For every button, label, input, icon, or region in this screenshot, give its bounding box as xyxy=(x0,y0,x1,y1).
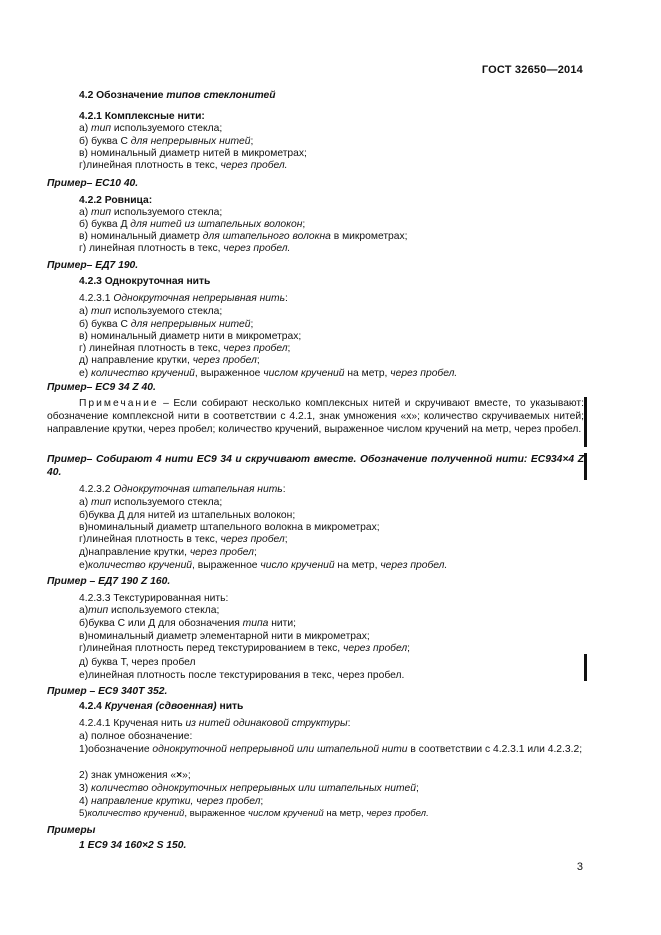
example-4: Пример– Собирают 4 нити ЕС9 34 и скручивают вместе. Обозначение полученной нити: ЕС934×4 Z 40. xyxy=(47,454,584,478)
list-item: г)линейная плотность перед текстурированием в текс, через пробел; xyxy=(79,643,411,654)
list-item: в)номинальный диаметр штапельного волокна в микрометрах; xyxy=(79,522,380,533)
list-item: в) номинальный диаметр нити в микрометрах; xyxy=(79,331,302,342)
list-item: е) количество кручений, выраженное числом кручений на метр, через пробел. xyxy=(79,368,458,379)
change-bar xyxy=(584,397,587,447)
list-item: 2) знак умножения «×»; xyxy=(79,770,191,781)
paragraph: 4.2.3.3 Текстурированная нить: xyxy=(79,593,229,604)
list-item: а)тип используемого стекла; xyxy=(79,605,220,616)
document-code: ГОСТ 32650—2014 xyxy=(481,64,583,76)
paragraph: 4.2.3.2 Однокруточная штапельная нить: xyxy=(79,484,286,495)
list-item: а) тип используемого стекла; xyxy=(79,306,223,317)
list-item: а) полное обозначение: xyxy=(79,731,193,742)
paragraph: 4.2.4.1 Крученая нить из нитей одинаковой структуры: xyxy=(79,718,351,729)
list-item: б)буква Д для нитей из штапельных волокон; xyxy=(79,510,296,521)
list-item: е)количество кручений, выраженное число кручений на метр, через пробел. xyxy=(79,560,448,571)
list-item: 5)количество кручений, выраженное числом кручений на метр, через пробел. xyxy=(79,808,429,819)
list-item: б) буква Д для нитей из штапельных волокон; xyxy=(79,219,306,230)
section-4-2-2-heading: 4.2.2 Ровница: xyxy=(79,195,153,206)
list-item: б)буква С или Д для обозначения типа нити; xyxy=(79,618,297,629)
list-item: д) буква Т, через пробел xyxy=(79,657,196,668)
example-1: Пример– EC10 40. xyxy=(47,178,139,189)
section-4-2-4-heading: 4.2.4 Крученая (сдвоенная) нить xyxy=(79,701,244,712)
list-item: д)направление крутки, через пробел; xyxy=(79,547,257,558)
example-3: Пример– EC9 34 Z 40. xyxy=(47,382,156,393)
list-item: 1)обозначение однокруточной непрерывной или штапельной нити в соответствии с 4.2.3.1 или 4.2.3.2; xyxy=(79,744,583,755)
list-item: г) линейная плотность в текс, через пробел; xyxy=(79,343,291,354)
example-6: Пример – ЕС9 340Т 352. xyxy=(47,686,168,697)
change-bar xyxy=(584,453,587,480)
list-item: б) буква С для непрерывных нитей; xyxy=(79,136,254,147)
example-5: Пример – ЕД7 190 Z 160. xyxy=(47,576,171,587)
paragraph: 4.2.3.1 Однокруточная непрерывная нить: xyxy=(79,293,288,304)
list-item: д) направление крутки, через пробел; xyxy=(79,355,260,366)
list-item: е)линейная плотность после текстурирования в текс, через пробел. xyxy=(79,670,405,681)
list-item: г) линейная плотность в текс, через пробел. xyxy=(79,243,291,254)
list-item: а) тип используемого стекла; xyxy=(79,207,223,218)
list-item: в)номинальный диаметр элементарной нити в микрометрах; xyxy=(79,631,370,642)
examples-heading: Примеры xyxy=(47,825,96,836)
section-4-2-1-heading: 4.2.1 Комплексные нити: xyxy=(79,111,205,122)
list-item: а) тип используемого стекла; xyxy=(79,497,223,508)
example-7: 1 ЕС9 34 160×2 S 150. xyxy=(79,840,187,851)
example-2: Пример– ЕД7 190. xyxy=(47,260,139,271)
section-4-2-heading: 4.2 Обозначение типов стеклонитей xyxy=(79,90,276,101)
list-item: 4) направление крутки, через пробел; xyxy=(79,796,264,807)
list-item: 3) количество однокруточных непрерывных или штапельных нитей; xyxy=(79,783,419,794)
section-4-2-3-heading: 4.2.3 Однокруточная нить xyxy=(79,276,211,287)
list-item: б) буква С для непрерывных нитей; xyxy=(79,319,254,330)
list-item: в) номинальный диаметр нитей в микрометрах; xyxy=(79,148,307,159)
list-item: г)линейная плотность в текс, через пробел. xyxy=(79,160,288,171)
note-paragraph: Примечание – Если собирают несколько комплексных нитей и скручивают вместе, то указывают: обозначение комплексной нити в соответствии с 4.2.1, знак умножения «х»; количество скручиваемых нитей; направление крутки, через пробел; количество кручений, выраженное числом кручений на метр, через пробел. xyxy=(47,398,584,435)
list-item: а) тип используемого стекла; xyxy=(79,123,223,134)
list-item: г)линейная плотность в текс, через пробел; xyxy=(79,534,288,545)
page-number: 3 xyxy=(576,861,583,873)
change-bar xyxy=(584,654,587,681)
list-item: в) номинальный диаметр для штапельного волокна в микрометрах; xyxy=(79,231,408,242)
